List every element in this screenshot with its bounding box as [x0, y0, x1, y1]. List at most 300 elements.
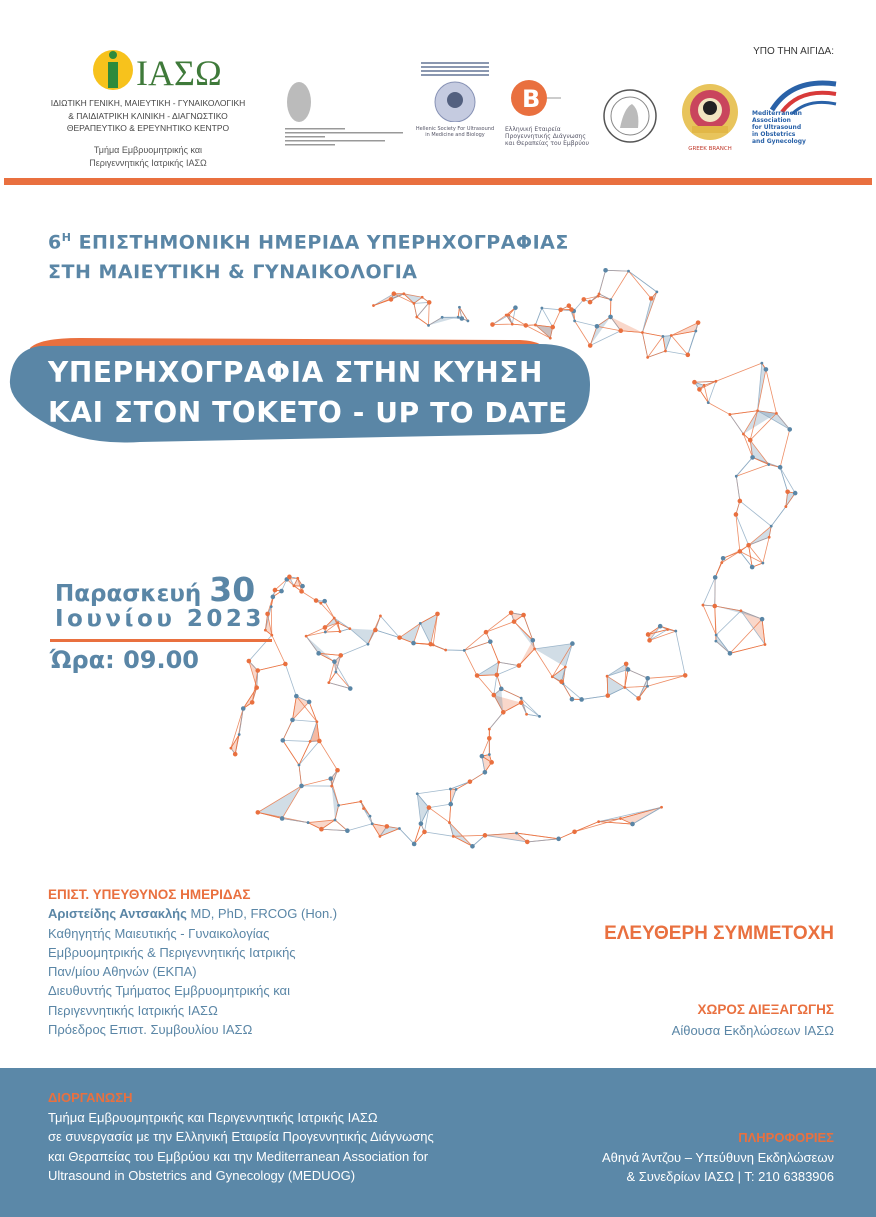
network-edge: [464, 650, 477, 675]
network-node: [334, 819, 337, 822]
svg-text:B: B: [522, 85, 541, 113]
network-edge: [450, 782, 469, 789]
network-node: [697, 387, 702, 392]
network-node: [649, 296, 654, 301]
network-node: [255, 668, 260, 673]
network-node: [385, 824, 390, 829]
network-edge: [497, 666, 519, 675]
network-edge: [399, 829, 414, 844]
network-node: [323, 625, 328, 630]
greek-branch-caption: GREEK BRANCH: [688, 146, 732, 152]
network-edge: [309, 702, 317, 722]
network-node: [452, 835, 455, 838]
network-node: [367, 643, 370, 646]
network-node: [398, 827, 401, 830]
organization-heading: ΔΙΟΡΓΑΝΩΣΗ: [48, 1090, 133, 1105]
network-node: [307, 821, 310, 824]
network-node: [595, 324, 600, 329]
network-edge: [239, 708, 243, 734]
title-text: ΕΠΙΣΤΗΜΟΝΙΚΗ ΗΜΕΡΙΔΑ ΥΠΕΡΗΧΟΓΡΑΦΙΑΣ: [71, 231, 569, 254]
network-node: [292, 584, 295, 587]
network-node: [558, 308, 563, 313]
network-node: [597, 295, 600, 298]
network-edge: [335, 820, 347, 831]
network-node: [458, 306, 461, 309]
info-line: Αθηνά Άντζου – Υπεύθυνη Εκδηλώσεων: [602, 1149, 834, 1165]
iaso-logo: [92, 48, 222, 94]
network-node: [457, 316, 460, 319]
network-node: [525, 840, 530, 845]
network-edge: [582, 696, 608, 700]
network-edge: [429, 804, 451, 807]
event-date-day: [55, 570, 255, 609]
network-edge: [671, 335, 688, 354]
network-node: [564, 666, 567, 669]
director-line: Παν/μίου Αθηνών (ΕΚΠΑ): [48, 964, 197, 980]
network-node: [299, 589, 304, 594]
network-node: [707, 401, 710, 404]
network-node: [738, 549, 743, 554]
banner-line1: ΥΠΕΡΗΧΟΓΡΑΦΙΑ ΣΤΗΝ ΚΥΗΣΗ: [48, 356, 544, 389]
network-node: [627, 270, 630, 273]
network-node: [467, 319, 470, 322]
network-node: [520, 697, 523, 700]
network-node: [299, 784, 304, 789]
network-edge: [482, 738, 489, 756]
network-edge: [574, 299, 584, 311]
info-line: & Συνεδρίων ΙΑΣΩ | Τ: 210 6383906: [626, 1169, 834, 1184]
network-edge: [730, 414, 744, 434]
director-heading: ΕΠΙΣΤ. ΥΠΕΥΘΥΝΟΣ ΗΜΕΡΙΔΑΣ: [48, 887, 251, 902]
network-node: [760, 362, 763, 365]
network-node: [339, 630, 342, 633]
network-node: [435, 612, 440, 617]
network-edge: [740, 501, 771, 526]
network-node: [728, 651, 733, 656]
iaso-emblem-icon: [92, 48, 138, 94]
edition-number: 6: [48, 231, 62, 254]
network-node: [455, 788, 458, 791]
network-node: [551, 675, 554, 678]
network-node: [348, 686, 353, 691]
network-node: [413, 302, 416, 305]
director-line: Καθηγητής Μαιευτικής - Γυναικολογίας: [48, 925, 270, 941]
network-node: [328, 776, 333, 781]
network-node: [660, 806, 663, 809]
network-node: [373, 628, 378, 633]
network-node: [647, 638, 652, 643]
network-node: [512, 619, 517, 624]
network-node: [475, 673, 480, 678]
network-node: [307, 700, 312, 705]
network-node: [322, 599, 327, 604]
network-facet: [514, 622, 535, 649]
network-node: [570, 697, 575, 702]
network-node: [748, 438, 753, 443]
network-node: [624, 662, 629, 667]
network-edge: [715, 606, 741, 611]
network-node: [778, 465, 783, 470]
title-banner-shape: [0, 330, 620, 460]
network-node: [767, 463, 770, 466]
network-node: [330, 785, 333, 788]
network-node: [712, 604, 717, 609]
network-node: [721, 556, 726, 561]
network-node: [533, 647, 536, 650]
network-edge: [688, 331, 696, 355]
network-node: [750, 455, 755, 460]
network-edge: [527, 839, 558, 842]
department-line: Περιγεννητικής Ιατρικής ΙΑΣΩ: [89, 157, 207, 168]
network-edge: [424, 832, 453, 836]
network-edge: [606, 270, 629, 271]
organization-line: Ultrasound in Obstetrics and Gynecology (MEDUOG): [48, 1168, 356, 1183]
network-edge: [642, 298, 651, 332]
network-edge: [642, 333, 647, 358]
network-node: [538, 715, 541, 718]
network-node: [793, 491, 798, 496]
network-edge: [341, 644, 368, 655]
info-block: [602, 1128, 834, 1187]
network-edge: [575, 822, 599, 832]
network-node: [636, 696, 641, 701]
network-edge: [771, 507, 786, 527]
network-facet: [494, 689, 503, 712]
network-node: [784, 505, 787, 508]
network-edge: [417, 789, 450, 794]
network-node: [379, 835, 382, 838]
network-node: [746, 543, 751, 548]
network-node: [359, 800, 362, 803]
network-edge: [611, 271, 629, 299]
network-node: [441, 316, 444, 319]
network-edge: [730, 411, 758, 415]
network-node: [296, 577, 299, 580]
director-block: [48, 885, 337, 1039]
network-node: [692, 380, 697, 385]
network-node: [444, 649, 447, 652]
network-edge: [559, 832, 575, 839]
network-node: [332, 659, 337, 664]
network-node: [397, 635, 402, 640]
network-node: [362, 807, 365, 810]
network-node: [531, 638, 536, 643]
network-edge: [780, 467, 795, 493]
network-node: [230, 747, 233, 750]
eepd-caption-line: Προγεννητικής Διάγνωσης: [505, 133, 586, 140]
network-node: [626, 667, 631, 672]
network-edge: [283, 740, 310, 741]
network-node: [233, 752, 238, 757]
network-edge: [414, 832, 424, 844]
network-node: [570, 641, 575, 646]
network-node: [241, 706, 246, 711]
footer: [0, 1068, 876, 1217]
network-node: [703, 384, 706, 387]
network-edge: [306, 627, 325, 636]
network-node: [523, 323, 528, 328]
network-node: [290, 718, 295, 723]
network-edge: [494, 675, 497, 695]
network-node: [238, 733, 241, 736]
network-node: [556, 837, 561, 842]
network-node: [327, 681, 330, 684]
network-node: [492, 693, 497, 698]
network-edge: [486, 622, 514, 633]
network-node: [488, 753, 491, 756]
info-heading: ΠΛΗΡΟΦΟΡΙΕΣ: [738, 1130, 834, 1145]
department: [40, 144, 256, 169]
network-edge: [429, 808, 450, 823]
network-edge: [282, 818, 308, 822]
network-node: [270, 605, 273, 608]
network-node: [572, 829, 577, 834]
network-node: [247, 659, 252, 664]
network-node: [487, 736, 492, 741]
iaso-subtitle: [40, 97, 256, 135]
network-node: [685, 353, 690, 358]
network-node: [764, 367, 769, 372]
network-node: [421, 296, 424, 299]
network-node: [314, 598, 319, 603]
network-node: [702, 604, 705, 607]
network-node: [609, 298, 612, 301]
network-edge: [780, 429, 790, 467]
network-node: [519, 700, 524, 705]
network-edge: [730, 619, 762, 653]
hsumb-logo: [415, 60, 495, 155]
network-node: [646, 632, 651, 637]
network-node: [597, 820, 600, 823]
greek-branch-logo: [676, 82, 744, 152]
director-line: Διευθυντής Τμήματος Εμβρυομητρικής και: [48, 983, 290, 999]
network-edge: [730, 644, 765, 653]
network-node: [319, 827, 324, 832]
network-node: [338, 653, 343, 658]
network-node: [470, 844, 475, 849]
network-edge: [302, 591, 317, 600]
network-edge: [598, 270, 605, 296]
network-node: [550, 325, 555, 330]
event-title-line1: [48, 231, 569, 253]
network-node: [581, 297, 586, 302]
network-node: [484, 630, 489, 635]
network-node: [280, 816, 285, 821]
meduog-caption-line: and Gynecology: [752, 138, 806, 145]
network-node: [305, 635, 308, 638]
director-titles: MD, PhD, FRCOG (Hon.): [186, 906, 338, 922]
network-node: [740, 609, 743, 612]
meduog-caption-line: in Obstetrics: [752, 131, 796, 138]
network-node: [525, 713, 528, 716]
network-node: [427, 805, 432, 810]
auspices-label: ΥΠΟ ΤΗΝ ΑΙΓΙΔΑ:: [753, 46, 834, 57]
network-node: [683, 673, 688, 678]
network-node: [419, 821, 424, 826]
network-node: [666, 628, 669, 631]
network-edge: [321, 829, 347, 830]
network-node: [309, 740, 312, 743]
network-node: [334, 671, 337, 674]
network-node: [606, 675, 609, 678]
network-node: [483, 833, 488, 838]
network-edge: [499, 662, 519, 665]
network-node: [345, 828, 350, 833]
network-node: [294, 694, 299, 699]
network-edge: [490, 642, 498, 663]
network-node: [734, 512, 739, 517]
network-edge: [464, 642, 490, 651]
network-node: [662, 335, 665, 338]
event-month-year: Ιουνίου 2023: [55, 606, 265, 632]
network-edge: [489, 712, 503, 729]
network-node: [713, 575, 718, 580]
network-node: [463, 649, 466, 652]
network-node: [379, 615, 382, 618]
hsumb-caption: Hellenic Society For Ultrasound in Medicine and Biology: [415, 126, 495, 138]
network-edge: [715, 558, 723, 577]
network-node: [422, 830, 427, 835]
network-node: [623, 686, 626, 689]
network-edge: [723, 551, 740, 558]
network-node: [534, 324, 537, 327]
network-edge: [347, 824, 372, 831]
day-number: 30: [209, 570, 256, 609]
network-node: [389, 297, 394, 302]
iaso-logo-text: ΙΑΣΩ: [136, 53, 222, 93]
network-node: [559, 679, 564, 684]
network-edge: [299, 741, 319, 765]
date-divider: [50, 639, 272, 642]
network-edge: [486, 613, 511, 632]
eepd-logo: [505, 74, 595, 154]
network-node: [630, 822, 635, 827]
network-node: [337, 804, 340, 807]
organization-block: [48, 1088, 434, 1186]
network-node: [324, 631, 327, 634]
network-edge: [458, 307, 459, 317]
network-edge: [542, 308, 561, 310]
network-node: [573, 319, 576, 322]
network-node: [787, 427, 792, 432]
network-edge: [275, 579, 287, 590]
network-node: [785, 489, 790, 494]
meduog-caption-line: Mediterranean: [752, 110, 802, 117]
network-facet: [292, 696, 309, 720]
network-node: [507, 314, 510, 317]
network-edge: [429, 302, 430, 325]
network-node: [658, 624, 663, 629]
network-node: [279, 589, 284, 594]
event-title-line2: ΣΤΗ ΜΑΙΕΥΤΙΚΗ & ΓΥΝΑΙΚΟΛΟΓΙΑ: [48, 261, 418, 283]
network-edge: [736, 476, 740, 501]
network-node: [315, 720, 318, 723]
network-node: [495, 673, 500, 678]
network-edge: [716, 641, 730, 653]
network-node: [505, 314, 508, 317]
network-edge: [243, 688, 256, 709]
network-edge: [292, 720, 316, 722]
organization-line: Τμήμα Εμβρυομητρικής και Περιγεννητικής Ιατρικής ΙΑΣΩ: [48, 1109, 378, 1125]
network-edge: [283, 740, 299, 765]
meduog-logo: [752, 74, 837, 154]
network-edge: [258, 664, 286, 671]
eepd-caption-line: Ελληνική Εταιρεία: [505, 126, 561, 133]
network-node: [655, 290, 658, 293]
network-edge: [492, 315, 508, 324]
network-node: [319, 602, 322, 605]
network-node: [646, 685, 649, 688]
network-edge: [285, 664, 296, 696]
organization-line: και Θεραπείας του Εμβρύου και την Mediterranean Association for: [48, 1148, 429, 1164]
isuog-seal-logo: [602, 88, 658, 144]
network-edge: [464, 632, 486, 650]
network-edge: [703, 605, 716, 635]
network-node: [742, 433, 745, 436]
network-edge: [477, 676, 494, 696]
network-node: [515, 832, 518, 835]
network-node: [488, 728, 491, 731]
network-node: [427, 324, 430, 327]
network-node: [720, 561, 723, 564]
network-node: [645, 676, 650, 681]
network-edge: [302, 779, 331, 786]
network-edge: [319, 741, 337, 770]
network-node: [511, 323, 514, 326]
free-participation: ΕΛΕΥΘΕΡΗ ΣΥΜΜΕΤΟΧΗ: [604, 923, 834, 944]
venue-value: Αίθουσα Εκδηλώσεων ΙΑΣΩ: [671, 1023, 834, 1038]
network-node: [608, 315, 613, 320]
network-node: [265, 612, 270, 617]
network-node: [348, 627, 351, 630]
network-node: [664, 350, 667, 353]
meduog-caption-line: for Ultrasound: [752, 124, 802, 131]
director-line: Περιγεννητικής Ιατρικής ΙΑΣΩ: [48, 1002, 218, 1018]
edition-sup: Η: [61, 231, 72, 244]
network-node: [490, 322, 495, 327]
network-edge: [716, 611, 741, 635]
network-node: [674, 630, 677, 633]
network-edge: [329, 662, 335, 683]
network-edge: [339, 802, 361, 806]
network-node: [415, 316, 418, 319]
network-node: [513, 305, 518, 310]
network-node: [603, 268, 608, 273]
network-edge: [708, 403, 730, 415]
network-node: [579, 697, 584, 702]
network-node: [412, 842, 417, 847]
network-edge: [272, 635, 286, 664]
network-node: [300, 584, 305, 589]
network-node: [715, 380, 718, 383]
network-node: [270, 634, 273, 637]
network-edge: [299, 765, 302, 786]
network-node: [735, 475, 738, 478]
network-edge: [703, 577, 715, 605]
network-node: [317, 739, 322, 744]
director-line: Πρόεδρος Επιστ. Συμβουλίου ΙΑΣΩ: [48, 1022, 253, 1038]
network-node: [280, 738, 285, 743]
network-edge: [521, 703, 539, 717]
network-node: [775, 412, 778, 415]
network-node: [588, 300, 593, 305]
banner-line2: ΚΑΙ ΣΤΟΝ ΤΟΚΕΤΟ - UP TO DATE: [48, 396, 568, 429]
network-node: [271, 595, 276, 600]
network-edge: [665, 351, 687, 355]
day-name: Παρασκευή: [55, 581, 202, 607]
uoa-logo: [283, 80, 403, 150]
network-node: [427, 300, 432, 305]
